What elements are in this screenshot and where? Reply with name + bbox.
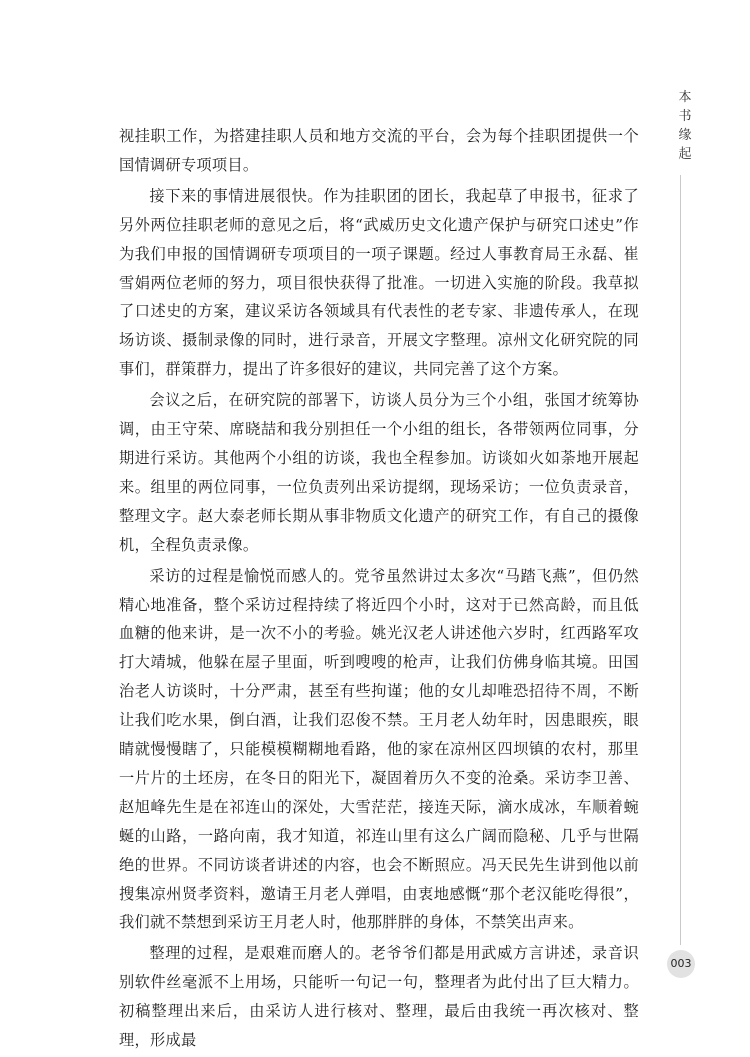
running-head [675, 88, 695, 164]
margin-rule [680, 175, 681, 945]
body-text [119, 122, 639, 1057]
paragraph: 整理的过程，是艰难而磨人的。老爷爷们都是用武威方言讲述，录音识别软件丝毫派不上用场，只能听一句记一句，整理者为此付出了巨大精力。初稿整理出来后，由采访人进行核对、整理，最后由我统一再次核对、整理，形成最 [119, 944, 639, 1050]
page-number: 003 [667, 950, 695, 978]
running-head-char: 起 [678, 147, 692, 162]
paragraph: 采访的过程是愉悦而感人的。党爷虽然讲过太多次“马踏飞燕”，但仍然精心地准备，整个采访过程持续了将近四个小时，这对于已然高龄，而且低血糖的他来讲，是一次不小的考验。姚光汉老人讲述他六岁时，红西路军攻打大靖城，他躲在屋子里面，听到嗖嗖的枪声，让我们仿佛身临其境。田国治老人访谈时，十分严肃，甚至有些拘谨；他的女儿却唯恐招待不周，不断让我们吃水果，倒白酒，让我们忍俊不禁。王月老人幼年时，因患眼疾，眼睛就慢慢瞎了，只能模模糊糊地看路，他的家在凉州区四坝镇的农村，那里一片片的土坯房，在冬日的阳光下，凝固着历久不变的沧桑。采访李卫善、赵旭峰先生是在祁连山的深处，大雪茫茫，接连天际，滴水成冰，车顺着蜿蜒的山路，一路向南，我才知道，祁连山里有这么广阔而隐秘、几乎与世隔绝的世界。不同访谈者讲述的内容，也会不断照应。冯天民先生讲到他以前搜集凉州贤孝资料，邀请王月老人弹唱，由衷地感慨“那个老汉能吃得很”，我们就不禁想到采访王月老人时，他那胖胖的身体，不禁笑出声来。 [119, 566, 639, 932]
running-head-char: 缘 [678, 128, 692, 143]
running-head-char: 书 [678, 109, 692, 124]
paragraph: 接下来的事情进展很快。作为挂职团的团长，我起草了申报书，征求了另外两位挂职老师的意见之后，将“武威历史文化遗产保护与研究口述史”作为我们申报的国情调研专项项目的一项子课题。经过人事教育局王永磊、崔雪娟两位老师的努力，项目很快获得了批准。一切进入实施的阶段。我草拟了口述史的方案，建议采访各领域具有代表性的老专家、非遗传承人，在现场访谈、摄制录像的同时，进行录音，开展文字整理。凉州文化研究院的同事们，群策群力，提出了许多很好的建议，共同完善了这个方案。 [119, 186, 639, 379]
paragraph: 会议之后，在研究院的部署下，访谈人员分为三个小组，张国才统筹协调，由王守荣、席晓喆和我分别担任一个小组的组长，各带领两位同事，分期进行采访。其他两个小组的访谈，我也全程参加。访谈如火如荼地开展起来。组里的两位同事，一位负责列出采访提纲，现场采访；一位负责录音，整理文字。赵大泰老师长期从事非物质文化遗产的研究工作，有自己的摄像机，全程负责录像。 [119, 391, 639, 554]
paragraph: 视挂职工作，为搭建挂职人员和地方交流的平台，会为每个挂职团提供一个国情调研专项项目。 [119, 127, 639, 174]
running-head-char: 本 [678, 90, 692, 105]
